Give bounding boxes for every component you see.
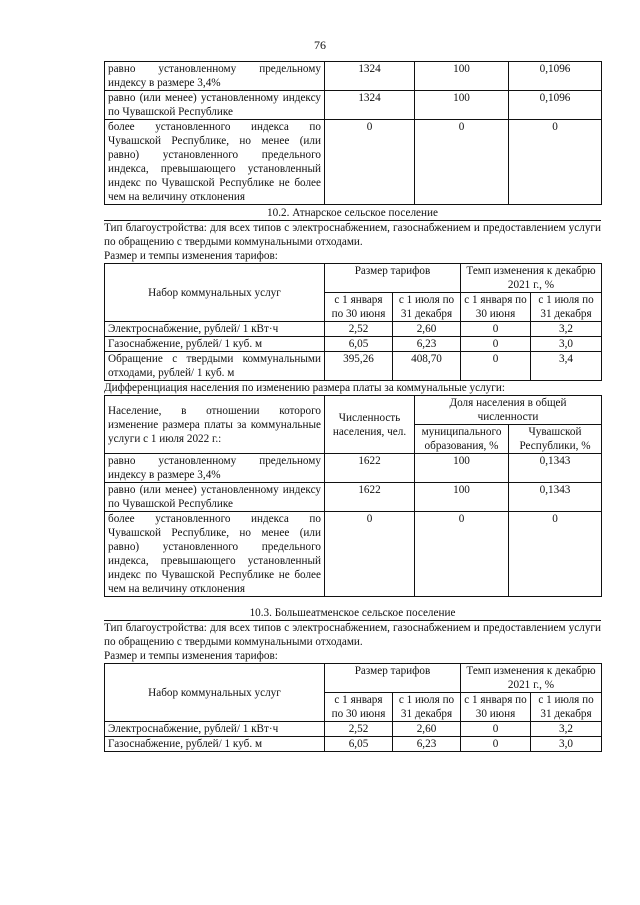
rate-value-1: 0 — [461, 337, 531, 352]
header-change-rate: Темп изменения к декабрю 2021 г., % — [461, 264, 602, 293]
republic-share: 0,1096 — [509, 62, 602, 91]
improvement-type-text: Тип благоустройства: для всех типов с электроснабжением, газоснабжением и предоставлением услуги по обращению с твердыми коммунальными отходами. — [104, 222, 601, 248]
table-row — [105, 352, 602, 381]
table-row — [105, 483, 602, 512]
population-count: 1324 — [325, 62, 415, 91]
tariff-caption: Размер и темпы изменения тарифов: — [104, 650, 278, 662]
table-header-row — [105, 664, 602, 693]
header-population-count: Численность населения, чел. — [325, 396, 415, 454]
population-count: 0 — [325, 512, 415, 597]
header-rate-period-1: с 1 января по 30 июня — [461, 693, 531, 722]
tariff-value-1: 2,52 — [325, 722, 393, 737]
population-table — [104, 395, 602, 597]
rate-value-1: 0 — [461, 352, 531, 381]
population-count: 1622 — [325, 483, 415, 512]
republic-share: 0 — [509, 120, 602, 205]
header-rate-period-1: с 1 января по 30 июня — [461, 293, 531, 322]
tariff-value-2: 6,23 — [393, 737, 461, 752]
rate-value-1: 0 — [461, 737, 531, 752]
header-period-1: с 1 января по 30 июня — [325, 693, 393, 722]
tariff-table — [104, 663, 602, 752]
republic-share: 0,1343 — [509, 483, 602, 512]
republic-share: 0,1096 — [509, 91, 602, 120]
rate-value-2: 3,0 — [531, 737, 602, 752]
differentiation-caption: Дифференциация населения по изменению размера платы за коммунальные услуги: — [104, 382, 505, 394]
republic-share: 0,1343 — [509, 454, 602, 483]
header-period-1: с 1 января по 30 июня — [325, 293, 393, 322]
rate-value-1: 0 — [461, 322, 531, 337]
table-row — [105, 722, 602, 737]
service-name: Электроснабжение, рублей/ 1 кВт·ч — [105, 722, 325, 737]
header-share: Доля населения в общей численности — [415, 396, 602, 425]
header-municipal-share: муниципального образования, % — [415, 425, 509, 454]
tariff-value-1: 6,05 — [325, 737, 393, 752]
table-row — [105, 512, 602, 597]
header-period-2: с 1 июля по 31 декабря — [393, 693, 461, 722]
municipal-share: 0 — [415, 512, 509, 597]
table-header-row — [105, 264, 602, 293]
table-row — [105, 62, 602, 91]
municipal-share: 100 — [415, 62, 509, 91]
document-page — [104, 61, 601, 752]
header-change-rate: Темп изменения к декабрю 2021 г., % — [461, 664, 602, 693]
row-label: равно (или менее) установленному индексу по Чувашской Республике — [105, 91, 325, 120]
tariff-value-1: 6,05 — [325, 337, 393, 352]
service-name: Газоснабжение, рублей/ 1 куб. м — [105, 337, 325, 352]
header-services: Набор коммунальных услуг — [105, 664, 325, 722]
population-count: 0 — [325, 120, 415, 205]
service-name: Обращение с твердыми коммунальными отходами, рублей/ 1 куб. м — [105, 352, 325, 381]
rate-value-2: 3,4 — [531, 352, 602, 381]
rate-value-2: 3,2 — [531, 722, 602, 737]
improvement-type-text: Тип благоустройства: для всех типов с электроснабжением, газоснабжением и предоставлением услуги по обращению с твердыми коммунальными отходами. — [104, 622, 601, 648]
rate-value-2: 3,2 — [531, 322, 602, 337]
row-label: более установленного индекса по Чувашской Республике, но менее (или равно) установленного предельного индекса, превышающего установленный индекс по Чувашской Республике не более чем на величину отклонения — [105, 512, 325, 597]
header-period-2: с 1 июля по 31 декабря — [393, 293, 461, 322]
header-rate-period-2: с 1 июля по 31 декабря — [531, 293, 602, 322]
rate-value-1: 0 — [461, 722, 531, 737]
rate-value-2: 3,0 — [531, 337, 602, 352]
tariff-table — [104, 263, 602, 381]
tariff-value-2: 2,60 — [393, 722, 461, 737]
tariff-value-2: 408,70 — [393, 352, 461, 381]
tariff-caption: Размер и темпы изменения тарифов: — [104, 250, 278, 262]
header-population: Население, в отношении которого изменение размера платы за коммунальные услуги с 1 июля 2022 г.: — [105, 396, 325, 454]
row-label: равно (или менее) установленному индексу по Чувашской Республике — [105, 483, 325, 512]
tariff-value-2: 6,23 — [393, 337, 461, 352]
row-label: равно установленному предельному индексу в размере 3,4% — [105, 454, 325, 483]
municipal-share: 100 — [415, 454, 509, 483]
population-table-continued — [104, 61, 602, 205]
page-number: 76 — [314, 38, 326, 52]
table-row — [105, 120, 602, 205]
header-tariff-size: Размер тарифов — [325, 264, 461, 293]
header-services: Набор коммунальных услуг — [105, 264, 325, 322]
municipal-share: 100 — [415, 91, 509, 120]
population-count: 1324 — [325, 91, 415, 120]
table-row — [105, 322, 602, 337]
table-header-row — [105, 396, 602, 425]
table-row — [105, 454, 602, 483]
tariff-value-1: 395,26 — [325, 352, 393, 381]
section-title: 10.3. Большеатменское сельское поселение — [104, 605, 601, 621]
tariff-value-2: 2,60 — [393, 322, 461, 337]
service-name: Газоснабжение, рублей/ 1 куб. м — [105, 737, 325, 752]
row-label: равно установленному предельному индексу в размере 3,4% — [105, 62, 325, 91]
table-row — [105, 737, 602, 752]
table-row — [105, 91, 602, 120]
table-row — [105, 337, 602, 352]
municipal-share: 0 — [415, 120, 509, 205]
republic-share: 0 — [509, 512, 602, 597]
section-title: 10.2. Атнарское сельское поселение — [104, 205, 601, 221]
header-rate-period-2: с 1 июля по 31 декабря — [531, 693, 602, 722]
header-tariff-size: Размер тарифов — [325, 664, 461, 693]
population-count: 1622 — [325, 454, 415, 483]
row-label: более установленного индекса по Чувашской Республике, но менее (или равно) установленного предельного индекса, превышающего установленный индекс по Чувашской Республике не более чем на величину отклонения — [105, 120, 325, 205]
municipal-share: 100 — [415, 483, 509, 512]
service-name: Электроснабжение, рублей/ 1 кВт·ч — [105, 322, 325, 337]
tariff-value-1: 2,52 — [325, 322, 393, 337]
header-republic-share: Чувашской Республики, % — [509, 425, 602, 454]
